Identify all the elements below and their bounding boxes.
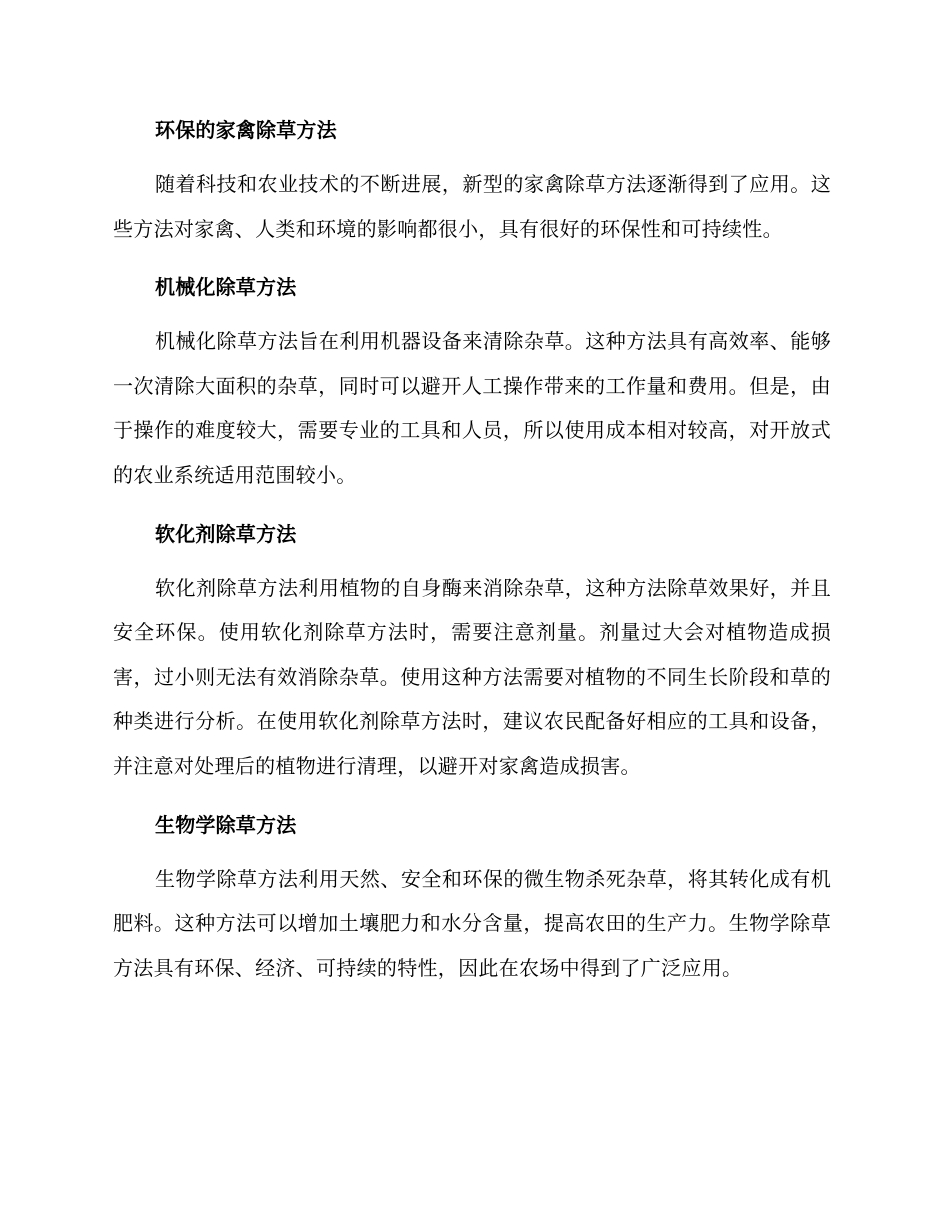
section-biological	[113, 807, 831, 991]
section-heading: 软化剂除草方法	[155, 521, 297, 546]
section-heading: 生物学除草方法	[155, 812, 297, 837]
section-paragraph: 随着科技和农业技术的不断进展，新型的家禽除草方法逐渐得到了应用。这些方法对家禽、人类和环境的影响都很小，具有很好的环保性和可持续性。	[113, 172, 831, 241]
section-softener	[113, 516, 831, 789]
section-mechanical	[113, 269, 831, 497]
section-paragraph: 软化剂除草方法利用植物的自身酶来消除杂草，这种方法除草效果好，并且安全环保。使用软化剂除草方法时，需要注意剂量。剂量过大会对植物造成损害，过小则无法有效消除杂草。使用这种方法需要对植物的不同生长阶段和草的种类进行分析。在使用软化剂除草方法时，建议农民配备好相应的工具和设备，并注意对处理后的植物进行清理，以避开对家禽造成损害。	[113, 575, 831, 778]
section-heading: 机械化除草方法	[155, 275, 297, 300]
section-eco-friendly	[113, 112, 831, 251]
section-paragraph: 机械化除草方法旨在利用机器设备来清除杂草。这种方法具有高效率、能够一次清除大面积的杂草，同时可以避开人工操作带来的工作量和费用。但是，由于操作的难度较大，需要专业的工具和人员，所以使用成本相对较高，对开放式的农业系统适用范围较小。	[113, 329, 831, 487]
section-paragraph: 生物学除草方法利用天然、安全和环保的微生物杀死杂草，将其转化成有机肥料。这种方法可以增加土壤肥力和水分含量，提高农田的生产力。生物学除草方法具有环保、经济、可持续的特性，因此在农场中得到了广泛应用。	[113, 866, 831, 980]
section-heading: 环保的家禽除草方法	[155, 118, 337, 142]
document-body	[113, 112, 831, 1008]
